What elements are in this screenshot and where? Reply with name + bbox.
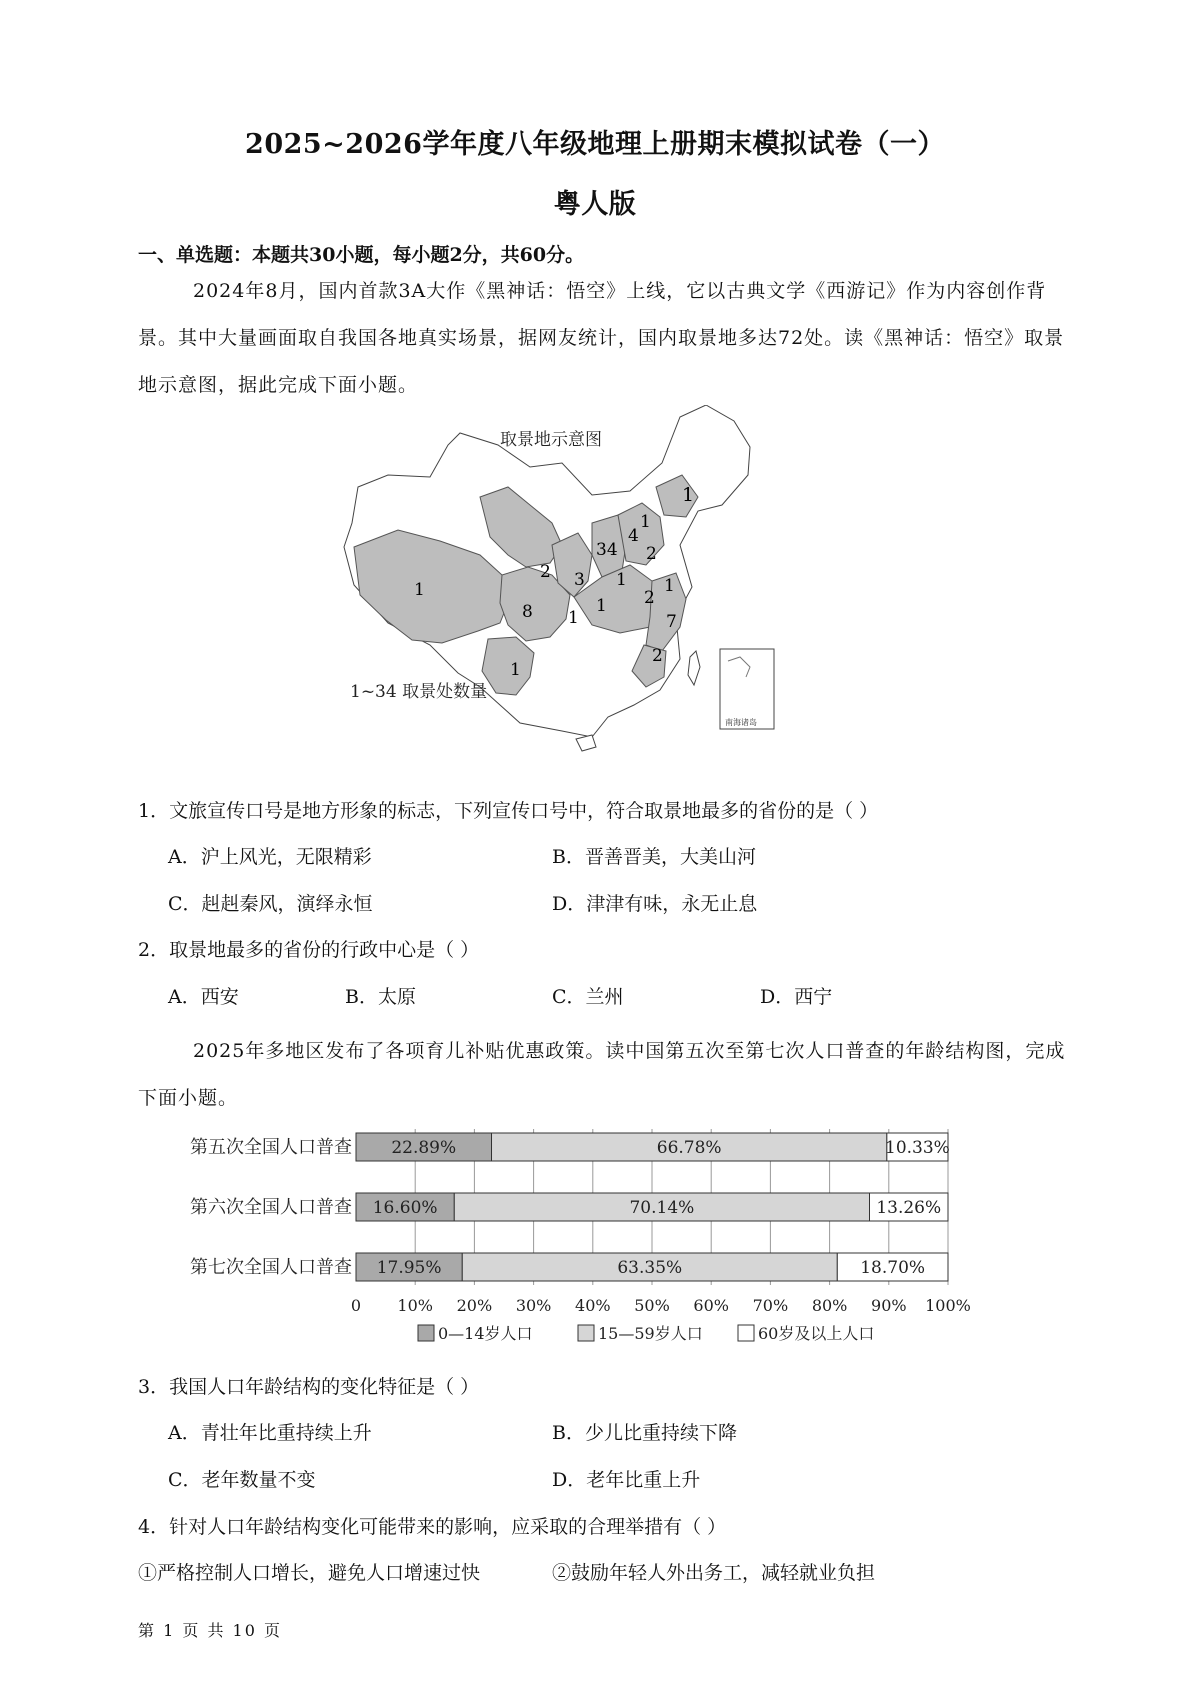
map-count-label: 1 [640,512,651,532]
bar-value-label: 16.60% [372,1198,438,1218]
q1-option-b[interactable]: B．晋善晋美，大美山河 [552,846,756,868]
q1-option-c[interactable]: C．赳赳秦风，演绎永恒 [168,893,373,915]
x-tick-label: 100% [925,1296,971,1315]
intro-paragraph-1: 2024年8月，国内首款3A大作《黑神话：悟空》上线，它以古典文学《西游记》作为内容创作背景。其中大量画面取自我国各地真实场景，据网友统计，国内取景地多达72处。读《黑神话：悟空》取景地示意图，据此完成下面小题。 [138,280,1065,396]
map-count-label: 1 [414,580,425,600]
legend-label: 60岁及以上人口 [758,1324,875,1343]
age-structure-chart [180,1125,980,1365]
x-tick-label: 50% [634,1296,670,1315]
map-count-label: 4 [628,526,639,546]
q2-option-c[interactable]: C．兰州 [552,986,624,1008]
x-tick-label: 90% [871,1296,907,1315]
map-count-label: 1 [568,608,579,628]
bar-value-label: 13.26% [876,1198,942,1218]
map-count-label: 34 [596,540,618,560]
x-tick-label: 40% [575,1296,611,1315]
legend-swatch [578,1325,594,1341]
q3-option-c[interactable]: C．老年数量不变 [168,1469,316,1491]
q2-option-b[interactable]: B．太原 [345,986,416,1008]
filming-location-map [330,405,835,785]
q1-option-d[interactable]: D．津津有味，永无止息 [552,893,758,915]
map-count-label: 1 [510,660,521,680]
x-tick-label: 10% [397,1296,433,1315]
category-label: 第六次全国人口普查 [190,1197,352,1218]
region-hainan [576,735,596,751]
map-title: 取景地示意图 [500,430,602,450]
map-count-label: 8 [522,602,533,622]
bar-value-label: 18.70% [860,1258,926,1278]
q3-option-a[interactable]: A．青壮年比重持续上升 [168,1422,372,1444]
page-footer: 第 1 页 共 10 页 [138,1621,282,1640]
x-tick-label: 60% [693,1296,729,1315]
page-subtitle: 粤人版 [553,189,637,220]
q3-option-d[interactable]: D．老年比重上升 [552,1469,701,1491]
bar-value-label: 22.89% [391,1138,457,1158]
bar-value-label: 63.35% [617,1258,683,1278]
q2-option-a[interactable]: A．西安 [168,986,239,1008]
legend-label: 0—14岁人口 [438,1324,533,1343]
bar-value-label: 17.95% [376,1258,442,1278]
q2-option-d[interactable]: D．西宁 [760,986,833,1008]
x-tick-label: 80% [811,1296,848,1315]
question-4-stem: 4．针对人口年龄结构变化可能带来的影响，应采取的合理举措有（ ） [138,1516,727,1538]
q4-statement-1: ①严格控制人口增长，避免人口增速过快 [138,1562,481,1584]
q4-statement-2: ②鼓励年轻人外出务工，减轻就业负担 [552,1562,876,1584]
map-count-label: 2 [652,646,663,666]
x-tick-label: 20% [456,1296,493,1315]
bar-value-label: 70.14% [629,1198,695,1218]
section-heading: 一、单选题：本题共30小题，每小题2分，共60分。 [138,244,585,266]
category-label: 第七次全国人口普查 [190,1257,352,1278]
x-tick-label: 70% [752,1296,789,1315]
question-3-stem: 3．我国人口年龄结构的变化特征是（ ） [138,1376,480,1398]
map-count-label: 1 [664,576,675,596]
map-count-label: 1 [616,570,627,590]
map-count-label: 7 [666,612,677,632]
question-1-stem: 1．文旅宣传口号是地方形象的标志，下列宣传口号中，符合取景地最多的省份的是（ ） [138,800,879,822]
map-count-label: 1 [682,484,695,506]
legend-swatch [738,1325,754,1341]
map-count-label: 2 [646,544,657,564]
legend-swatch [418,1325,434,1341]
map-count-label: 2 [644,588,655,608]
map-count-label: 2 [540,562,551,582]
x-tick-label: 0 [350,1296,362,1315]
q3-option-b[interactable]: B．少儿比重持续下降 [552,1422,737,1444]
map-count-label: 1 [596,596,607,616]
legend-label: 15—59岁人口 [598,1324,703,1343]
question-2-stem: 2．取景地最多的省份的行政中心是（ ） [138,939,480,961]
page-title: 2025~2026学年度八年级地理上册期末模拟试卷（一） [245,129,945,160]
map-legend: 1~34 取景处数量 [350,682,488,702]
category-label: 第五次全国人口普查 [190,1137,352,1158]
intro-paragraph-2: 2025年多地区发布了各项育儿补贴优惠政策。读中国第五次至第七次人口普查的年龄结构图，完成下面小题。 [138,1040,1066,1109]
x-tick-label: 30% [515,1296,552,1315]
region-taiwan [688,651,700,685]
bar-value-label: 10.33% [885,1138,950,1158]
map-count-label: 3 [574,570,585,590]
bar-value-label: 66.78% [656,1138,722,1158]
inset-label: 南海诸岛 [725,718,757,727]
q1-option-a[interactable]: A．沪上风光，无限精彩 [168,846,372,868]
